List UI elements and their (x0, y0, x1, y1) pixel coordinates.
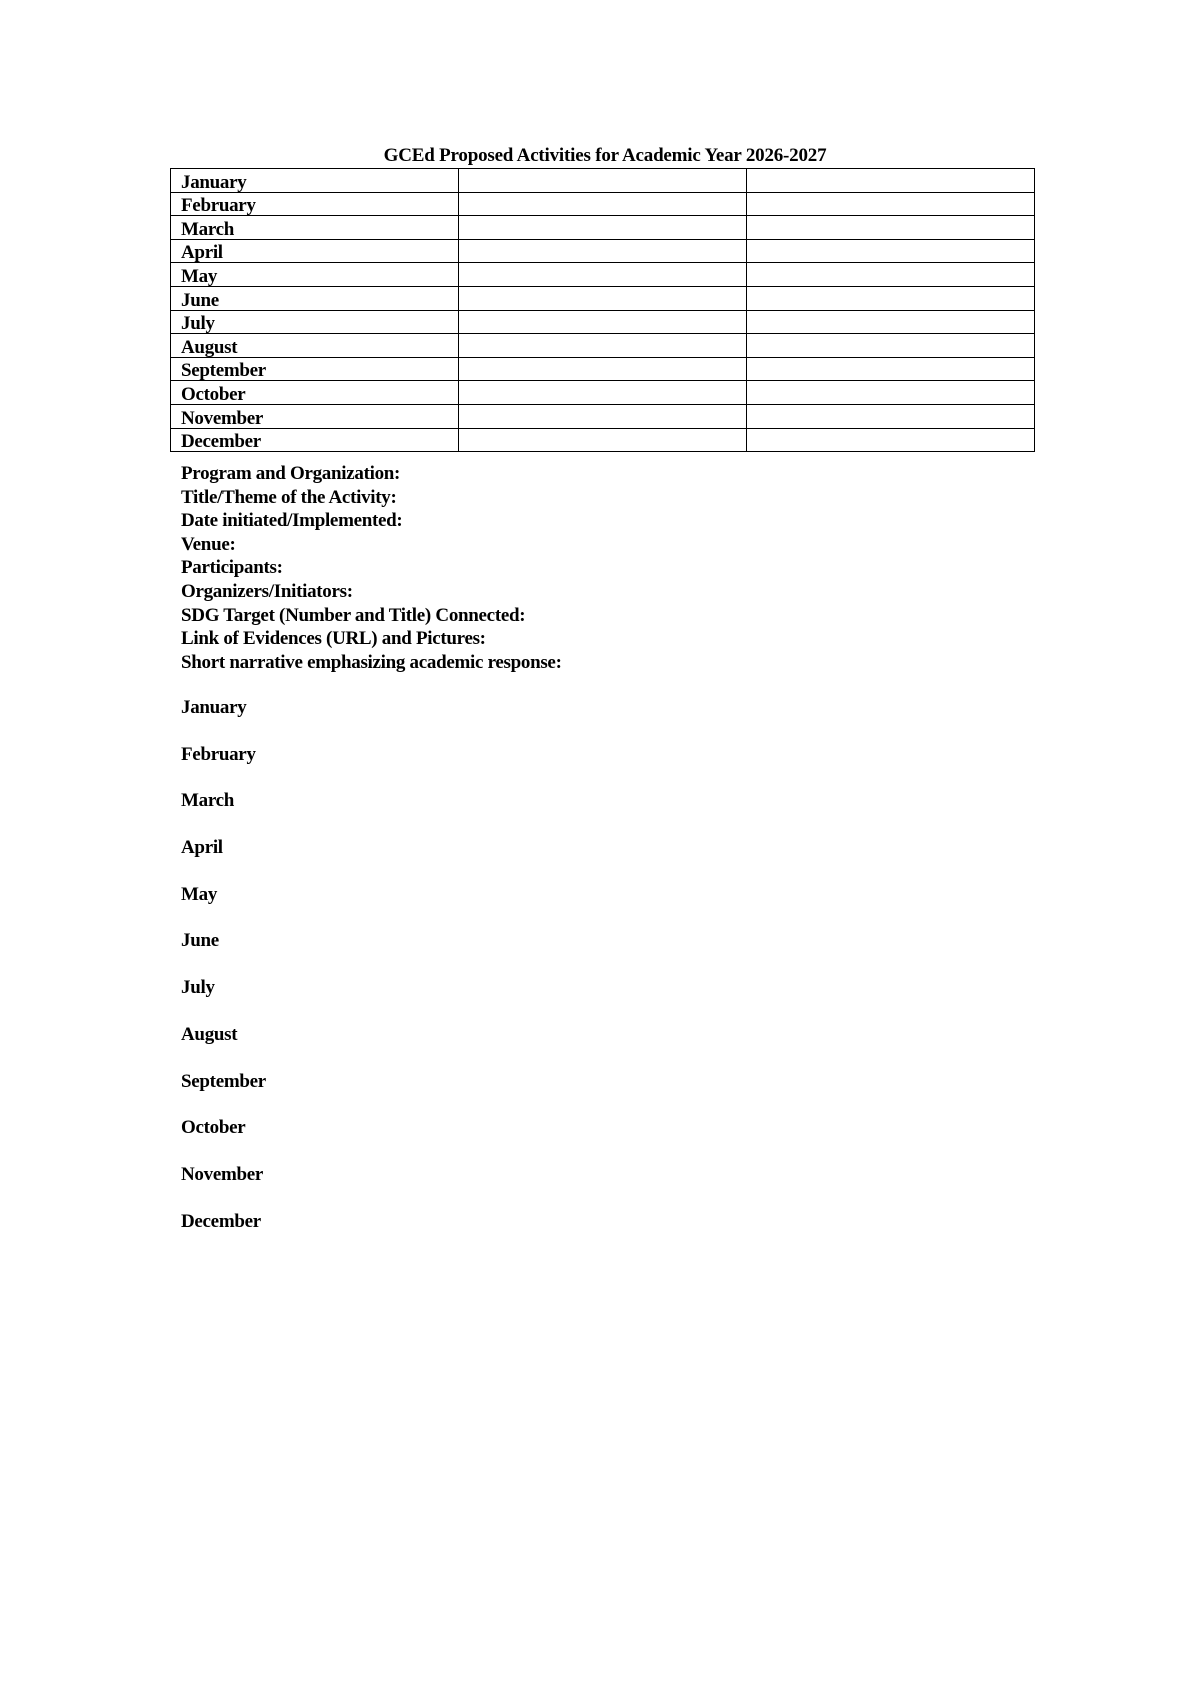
table-cell-month: May (171, 263, 459, 287)
table-row (171, 404, 1035, 428)
table-cell-month: August (171, 334, 459, 358)
table-cell[interactable] (747, 334, 1035, 358)
table-cell[interactable] (747, 263, 1035, 287)
table-cell-month: March (171, 216, 459, 240)
table-cell[interactable] (459, 357, 747, 381)
field-label-participants: Participants: (181, 557, 283, 579)
table-row (171, 239, 1035, 263)
month-heading: January (181, 697, 247, 718)
table-cell[interactable] (459, 310, 747, 334)
table-cell-month: October (171, 381, 459, 405)
table-cell-month: December (171, 428, 459, 452)
table-row (171, 381, 1035, 405)
table-cell[interactable] (747, 428, 1035, 452)
table-cell-month: July (171, 310, 459, 334)
table-cell-month: June (171, 286, 459, 310)
field-label-narrative: Short narrative emphasizing academic response: (181, 651, 562, 673)
table-cell[interactable] (459, 169, 747, 193)
table-row (171, 310, 1035, 334)
table-cell[interactable] (459, 286, 747, 310)
table-row (171, 428, 1035, 452)
page-title: GCEd Proposed Activities for Academic Year 2026-2027 (383, 145, 827, 166)
table-cell[interactable] (747, 310, 1035, 334)
field-label-title-theme: Title/Theme of the Activity: (181, 486, 397, 508)
table-row (171, 216, 1035, 240)
table-cell-month: April (171, 239, 459, 263)
table-cell[interactable] (459, 381, 747, 405)
table-row (171, 192, 1035, 216)
table-cell[interactable] (459, 263, 747, 287)
month-heading: September (181, 1070, 266, 1092)
table-cell[interactable] (747, 169, 1035, 193)
table-cell[interactable] (459, 239, 747, 263)
month-heading: March (181, 790, 235, 812)
monthly-activities-table (170, 168, 1035, 452)
table-cell-month: September (171, 357, 459, 381)
month-heading: November (181, 1163, 264, 1185)
field-label-organizers: Organizers/Initiators: (181, 580, 353, 602)
table-cell[interactable] (459, 428, 747, 452)
table-row (171, 357, 1035, 381)
table-cell-month: January (171, 169, 459, 193)
month-heading: February (181, 743, 256, 765)
table-cell[interactable] (747, 216, 1035, 240)
table-cell-month: November (171, 404, 459, 428)
month-heading: June (181, 930, 219, 952)
table-row (171, 334, 1035, 358)
month-sections-list (181, 697, 266, 1257)
table-cell[interactable] (459, 192, 747, 216)
month-heading: April (181, 837, 223, 859)
table-cell[interactable] (459, 216, 747, 240)
month-heading: October (181, 1117, 246, 1139)
table-cell[interactable] (747, 286, 1035, 310)
table-cell[interactable] (747, 381, 1035, 405)
table-cell[interactable] (747, 239, 1035, 263)
field-label-program: Program and Organization: (181, 463, 401, 484)
field-label-date: Date initiated/Implemented: (181, 510, 403, 532)
activity-fields-list (181, 462, 562, 674)
table-row (171, 286, 1035, 310)
month-heading: December (181, 1210, 261, 1232)
table-cell[interactable] (747, 192, 1035, 216)
table-cell-month: February (171, 192, 459, 216)
field-label-venue: Venue: (181, 533, 236, 555)
table-cell[interactable] (459, 334, 747, 358)
table-cell[interactable] (747, 357, 1035, 381)
field-label-evidence-link: Link of Evidences (URL) and Pictures: (181, 628, 486, 650)
month-heading: August (181, 1023, 238, 1045)
table-row (171, 263, 1035, 287)
month-heading: July (181, 977, 215, 999)
table-cell[interactable] (459, 404, 747, 428)
table-cell[interactable] (747, 404, 1035, 428)
field-label-sdg-target: SDG Target (Number and Title) Connected: (181, 604, 526, 626)
month-heading: May (181, 883, 218, 905)
table-row (171, 169, 1035, 193)
